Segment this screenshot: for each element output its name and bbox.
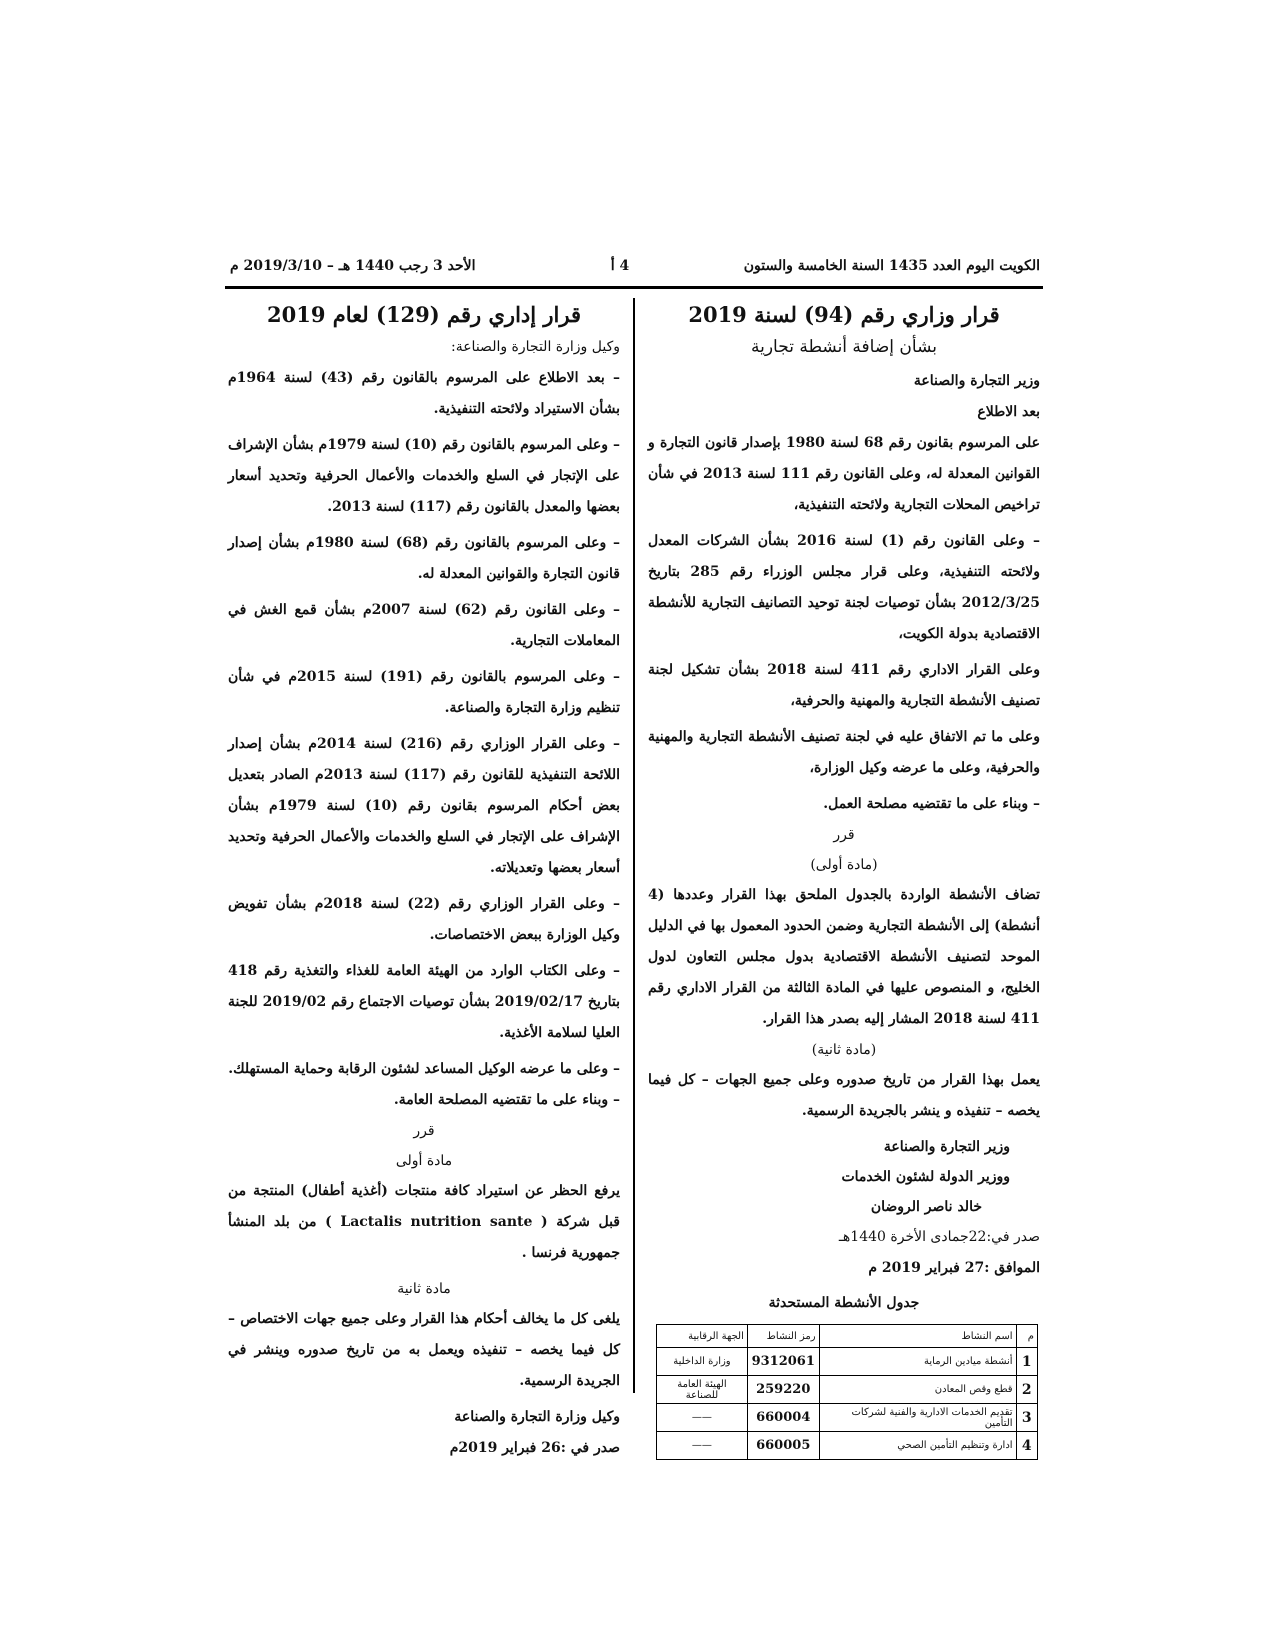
decision-129-article-2: يلغى كل ما يخالف أحكام هذا القرار وعلى جميع جهات الاختصاص – كل فيما يخصه – تنفيذه ويعمل به من تاريخ صدوره وينشر في الجريدة الرسمية. [228,1311,620,1389]
row-number: 3 [1016,1404,1037,1432]
decision-129-recital-2: – وعلى المرسوم بالقانون رقم (10) لسنة 1979م بشأن الإشراف على الإتجار في السلع والخدمات والأعمال الحرفية وتحديد أسعار بعضها والمعدل بالقانون رقم (117) لسنة 2013. [228,437,620,515]
decision-129-recital-7: – وعلى القرار الوزاري رقم (22) لسنة 2018م بشأن تفويض وكيل الوزارة ببعض الاختصاصات. [228,896,620,943]
decision-129 [228,298,620,1464]
decision-129-article-2-title: مادة ثانية [397,1281,451,1297]
table-row [657,1376,1038,1404]
header-issue: الكويت اليوم العدد 1435 السنة الخامسة والستون [743,258,1040,274]
decision-129-recital-9: – وعلى ما عرضه الوكيل المساعد لشئون الرقابة وحماية المستهلك. [228,1061,620,1077]
regulatory-authority: —— [657,1432,748,1460]
col-header-number: م [1016,1325,1037,1348]
header-page-number: 4 أ [610,258,630,274]
col-header-authority: الجهة الرقابية [657,1325,748,1348]
decision-129-recital-4: – وعلى القانون رقم (62) لسنة 2007م بشأن قمع الغش في المعاملات التجارية. [228,602,620,649]
decision-94-decided: قرر [833,827,855,843]
decision-129-signature: وكيل وزارة التجارة والصناعة [454,1409,620,1425]
decision-129-title: قرار إداري رقم (129) لعام 2019 [266,302,582,327]
activity-code: 259220 [747,1376,819,1404]
decision-129-article-1-title: مادة أولى [395,1153,453,1169]
decision-94-article-2: يعمل بهذا القرار من تاريخ صدوره وعلى جميع الجهات – كل فيما يخصه – تنفيذه و ينشر بالجريدة الرسمية. [648,1072,1040,1119]
decision-129-recital-6: – وعلى القرار الوزاري رقم (216) لسنة 2014م بشأن إصدار اللائحة التنفيذية للقانون رقم (117) لسنة 2013م الصادر بتعديل بعض أحكام المرسوم بقانون رقم (10) لسنة 1979م بشأن الإشراف على الإتجار في السلع والخدمات والأعمال الحرفية وتحديد أسعار بعضها وتعديلاته. [228,736,621,876]
decision-129-issued-date: صدر في :26 فبراير 2019م [449,1440,620,1456]
row-number: 1 [1016,1348,1037,1376]
row-number: 4 [1016,1432,1037,1460]
header-date: الأحد 3 رجب 1440 هـ – 2019/3/10 م [230,258,476,274]
decision-94-article-1: تضاف الأنشطة الواردة بالجدول الملحق بهذا القرار وعددها (4 أنشطة) إلى الأنشطة التجارية وضمن الحدود المعمول بها في الدليل الموحد لتصنيف الأنشطة الاقتصادية بدول مجلس التعاون لدول الخليج، و المنصوص عليها في المادة الثالثة من القرار الاداري رقم 411 لسنة 2018 المشار إليه بصدر هذا القرار. [648,887,1040,1027]
activity-code: 660005 [747,1432,819,1460]
decision-94-signature-title-2: ووزير الدولة لشئون الخدمات [841,1169,1010,1185]
decision-94-recital-1: على المرسوم بقانون رقم 68 لسنة 1980 بإصدار قانون التجارة و القوانين المعدلة له، وعلى القانون رقم 111 لسنة 2013 في شأن تراخيص المحلات التجارية ولائحته التنفيذية، [648,435,1040,513]
decision-94-corresponding-date: الموافق :27 فبراير 2019 م [868,1260,1040,1276]
row-number: 2 [1016,1376,1037,1404]
activity-code: 9312061 [747,1348,819,1376]
activity-name: تقديم الخدمات الادارية والفنية لشركات التأمين [819,1404,1016,1432]
decision-94-subtitle: بشأن إضافة أنشطة تجارية [751,337,937,357]
decision-129-recital-1: – بعد الاطلاع على المرسوم بالقانون رقم (43) لسنة 1964م بشأن الاستيراد ولائحته التنفيذية. [228,370,621,417]
table-row [657,1432,1038,1460]
regulatory-authority: وزارة الداخلية [657,1348,748,1376]
decision-129-recital-8: – وعلى الكتاب الوارد من الهيئة العامة للغذاء والتغذية رقم 418 بتاريخ 2019/02/17 بشأن توصيات الاجتماع رقم 2019/02 للجنة العليا لسلامة الأغذية. [228,963,620,1041]
activities-table [656,1324,1038,1460]
decision-94-article-2-title: (مادة ثانية) [811,1042,877,1058]
decision-94-signature-title-1: وزير التجارة والصناعة [883,1139,1010,1155]
activities-table-title: جدول الأنشطة المستحدثة [768,1295,920,1311]
activity-name: قطع وقص المعادن [819,1376,1016,1404]
decision-94-article-1-title: (مادة أولى) [810,857,878,873]
decision-129-decided: قرر [413,1123,435,1139]
regulatory-authority: الهيئة العامة للصناعة [657,1376,748,1404]
activity-code: 660004 [747,1404,819,1432]
decision-94-recital-3: وعلى القرار الاداري رقم 411 لسنة 2018 بشأن تشكيل لجنة تصنيف الأنشطة التجارية والمهنية والحرفية، [648,662,1040,709]
decision-129-recital-5: – وعلى المرسوم بالقانون رقم (191) لسنة 2015م في شأن تنظيم وزارة التجارة والصناعة. [228,669,620,716]
regulatory-authority: —— [657,1404,748,1432]
decision-94-recital-4: وعلى ما تم الاتفاق عليه في لجنة تصنيف الأنشطة التجارية والمهنية والحرفية، وعلى ما عرضه وكيل الوزارة، [648,729,1040,776]
decision-129-recital-10: – وبناء على ما تقتضيه المصلحة العامة. [393,1092,620,1108]
activity-name: أنشطة ميادين الرماية [819,1348,1016,1376]
decision-94-recital-2: – وعلى القانون رقم (1) لسنة 2016 بشأن الشركات المعدل ولائحته التنفيذية، وعلى قرار مجلس الوزراء رقم 285 بتاريخ 2012/3/25 بشأن توصيات لجنة توحيد التصانيف التجارية للأنشطة الاقتصادية بدولة الكويت، [648,533,1040,642]
decision-94-issued-date: صدر في:22جمادى الأخرة 1440هـ [838,1229,1040,1245]
header-rule [225,286,1043,289]
decision-94-signature-name: خالد ناصر الروضان [870,1199,982,1215]
column-divider [633,298,635,1393]
decision-129-issuer: وكيل وزارة التجارة والصناعة: [450,339,620,355]
decision-94-title: قرار وزاري رقم (94) لسنة 2019 [688,302,1000,327]
activity-name: ادارة وتنظيم التأمين الصحي [819,1432,1016,1460]
table-row [657,1348,1038,1376]
decision-94-after-review: بعد الاطلاع [977,404,1040,420]
decision-94 [648,298,1040,1460]
decision-129-article-1: يرفع الحظر عن استيراد كافة منتجات (أغذية أطفال) المنتجة من قبل شركة ( Lactalis nutrition sante ) من بلد المنشأ جمهورية فرنسا . [228,1183,620,1261]
col-header-activity-name: اسم النشاط [819,1325,1016,1348]
col-header-activity-code: رمز النشاط [747,1325,819,1348]
table-row [657,1404,1038,1432]
decision-129-recital-3: – وعلى المرسوم بالقانون رقم (68) لسنة 1980م بشأن إصدار قانون التجارة والقوانين المعدلة له. [228,535,620,582]
decision-94-recital-5: – وبناء على ما تقتضيه مصلحة العمل. [823,796,1040,812]
decision-94-issuer: وزير التجارة والصناعة [913,373,1040,389]
table-header-row [657,1325,1038,1348]
